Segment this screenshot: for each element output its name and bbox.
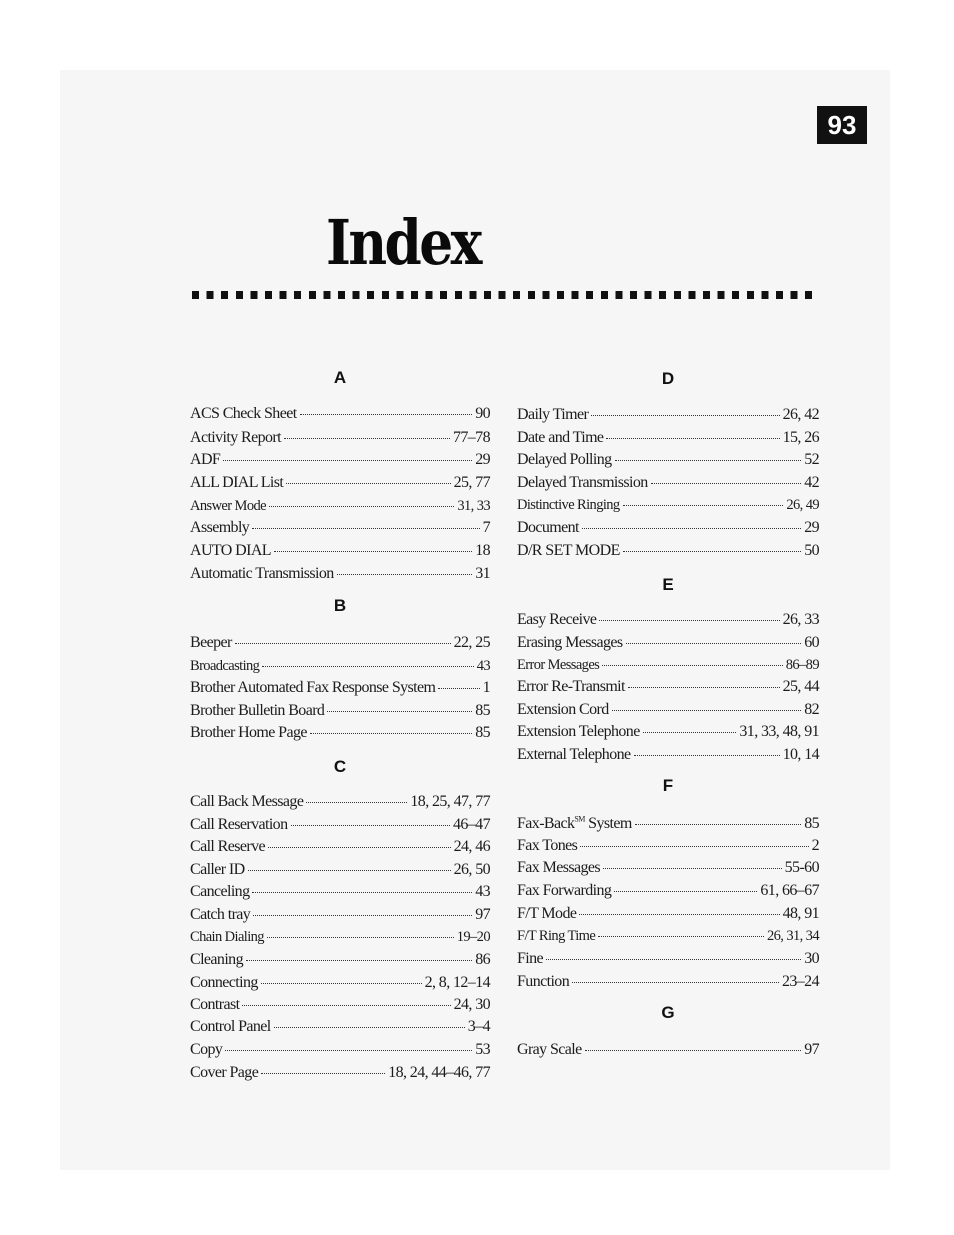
index-term-text: Error Re-Transmit bbox=[517, 678, 625, 695]
page-references: 26, 31, 34 bbox=[766, 928, 819, 944]
index-term bbox=[517, 948, 543, 970]
section-letter-d: D bbox=[661, 369, 675, 388]
dot-leader bbox=[291, 825, 450, 826]
index-term-text: ADF bbox=[190, 451, 221, 468]
index-term-text: Daily Timer bbox=[517, 406, 589, 423]
page-references: 23–24 bbox=[781, 973, 819, 990]
index-entry bbox=[190, 791, 490, 813]
index-term bbox=[517, 517, 579, 539]
index-entry bbox=[517, 427, 819, 449]
index-entry bbox=[517, 404, 819, 426]
dot-leader bbox=[602, 665, 783, 666]
index-entry bbox=[190, 1039, 490, 1061]
page-references: 85 bbox=[804, 815, 819, 832]
dot-leader bbox=[623, 505, 784, 506]
section-letter-c: C bbox=[333, 757, 347, 776]
index-term bbox=[517, 632, 623, 654]
dot-leader bbox=[572, 982, 779, 983]
index-term bbox=[190, 449, 220, 471]
dot-leader bbox=[225, 1050, 472, 1051]
index-term bbox=[517, 880, 611, 902]
index-term bbox=[190, 700, 324, 722]
page-references: 26, 33 bbox=[782, 611, 819, 628]
index-term-text: Function bbox=[517, 973, 570, 990]
index-term-text: Fax Tones bbox=[517, 837, 578, 854]
page-references: 31 bbox=[475, 565, 490, 582]
dot-leader bbox=[603, 868, 782, 869]
index-term-text: Broadcasting bbox=[190, 658, 260, 674]
dot-leader bbox=[614, 891, 757, 892]
index-entry bbox=[517, 835, 819, 857]
index-term bbox=[517, 609, 596, 631]
page-references: 50 bbox=[804, 542, 819, 559]
dot-leader bbox=[327, 711, 472, 712]
index-term-text: Copy bbox=[190, 1041, 223, 1058]
page-references: 77–78 bbox=[452, 429, 490, 446]
dot-leader bbox=[606, 438, 779, 439]
page-references: 31, 33 bbox=[457, 498, 490, 514]
index-entry bbox=[517, 494, 819, 516]
page-references: 48, 91 bbox=[782, 905, 819, 922]
index-term bbox=[517, 494, 620, 516]
index-term bbox=[517, 427, 603, 449]
index-term bbox=[190, 859, 245, 881]
page-references: 19–20 bbox=[456, 929, 490, 945]
page-references: 43 bbox=[476, 658, 490, 674]
index-entry bbox=[517, 517, 819, 539]
index-entry bbox=[517, 721, 819, 743]
index-term-text: Fine bbox=[517, 950, 544, 967]
index-entry bbox=[190, 563, 490, 585]
index-entry bbox=[190, 472, 490, 494]
index-term-text: Activity Report bbox=[190, 429, 281, 446]
index-term bbox=[517, 903, 576, 925]
index-term bbox=[517, 404, 588, 426]
index-entry bbox=[517, 472, 819, 494]
index-term bbox=[517, 472, 648, 494]
index-entry bbox=[190, 427, 490, 449]
index-term bbox=[190, 814, 288, 836]
dot-leader bbox=[612, 710, 802, 711]
dot-leader bbox=[242, 1005, 450, 1006]
index-term bbox=[190, 472, 283, 494]
index-term-text: Caller ID bbox=[190, 861, 245, 878]
page-references: 86 bbox=[475, 951, 490, 968]
index-entry bbox=[190, 836, 490, 858]
dot-leader bbox=[252, 528, 479, 529]
page-references: 26, 49 bbox=[786, 497, 819, 513]
index-entry bbox=[190, 449, 490, 471]
page-references: 24, 30 bbox=[453, 996, 490, 1013]
index-entry bbox=[190, 495, 490, 517]
index-term bbox=[190, 904, 250, 926]
index-term-text: Extension Telephone bbox=[517, 723, 640, 740]
page-number-badge: 93 bbox=[817, 106, 867, 144]
page-references: 52 bbox=[804, 451, 819, 468]
index-term-text: AUTO DIAL bbox=[190, 542, 271, 559]
index-term-text: ACS Check Sheet bbox=[190, 405, 297, 422]
index-term bbox=[517, 971, 569, 993]
index-term bbox=[190, 403, 297, 425]
index-term bbox=[190, 495, 266, 517]
index-entry bbox=[517, 880, 819, 902]
index-entry bbox=[190, 972, 490, 994]
index-term bbox=[190, 926, 264, 948]
index-entry bbox=[517, 540, 819, 562]
page-references: 1 bbox=[482, 679, 490, 696]
page-references: 30 bbox=[804, 950, 819, 967]
index-term bbox=[517, 813, 632, 835]
section-letter-f: F bbox=[662, 776, 674, 795]
index-term bbox=[190, 1062, 258, 1084]
index-term-text: Distinctive Ringing bbox=[517, 497, 620, 513]
dot-leader bbox=[623, 551, 801, 552]
index-term-text: D/R SET MODE bbox=[517, 542, 620, 559]
page-references: 18, 24, 44–46, 77 bbox=[388, 1064, 490, 1081]
index-term-text: Canceling bbox=[190, 883, 250, 900]
index-term bbox=[190, 722, 307, 744]
dot-leader bbox=[286, 483, 450, 484]
dot-leader bbox=[284, 438, 450, 439]
page-references: 24, 46 bbox=[453, 838, 490, 855]
index-term-text: Gray Scale bbox=[517, 1041, 582, 1058]
index-term-text: Assembly bbox=[190, 519, 250, 536]
dot-leader bbox=[582, 528, 801, 529]
page-references: 22, 25 bbox=[453, 634, 490, 651]
page-references: 26, 50 bbox=[453, 861, 490, 878]
dot-leader bbox=[252, 892, 472, 893]
page-references: 42 bbox=[804, 474, 819, 491]
page-references: 55-60 bbox=[784, 859, 819, 876]
index-term-text: Delayed Polling bbox=[517, 451, 612, 468]
index-term-text: Cleaning bbox=[190, 951, 243, 968]
dot-leader bbox=[246, 960, 472, 961]
index-term-text: Brother Bulletin Board bbox=[190, 702, 325, 719]
page-references: 2, 8, 12–14 bbox=[424, 974, 490, 991]
index-term-text: Document bbox=[517, 519, 579, 536]
index-term bbox=[517, 721, 640, 743]
page-references: 25, 44 bbox=[782, 678, 819, 695]
page-references: 15, 26 bbox=[782, 429, 819, 446]
index-entry bbox=[190, 949, 490, 971]
dot-leader bbox=[598, 936, 764, 937]
page-references: 3–4 bbox=[467, 1018, 490, 1035]
page-references: 86–89 bbox=[785, 657, 819, 673]
index-term-text: Beeper bbox=[190, 634, 232, 651]
page-references: 2 bbox=[811, 837, 819, 854]
page-references: 97 bbox=[475, 906, 490, 923]
page-references: 7 bbox=[482, 519, 490, 536]
index-entry bbox=[517, 1039, 819, 1061]
index-term bbox=[190, 836, 265, 858]
index-term-text: F/T Ring Time bbox=[517, 928, 596, 944]
page-references: 18 bbox=[475, 542, 490, 559]
index-entry bbox=[190, 722, 490, 744]
index-entry bbox=[190, 926, 490, 948]
dot-leader bbox=[635, 824, 801, 825]
section-letter-a: A bbox=[333, 368, 347, 387]
index-term bbox=[190, 427, 281, 449]
index-term-text: Cover Page bbox=[190, 1064, 259, 1081]
index-term bbox=[190, 972, 258, 994]
index-entry bbox=[190, 904, 490, 926]
index-term-text: F/T Mode bbox=[517, 905, 577, 922]
index-term-text: Fax Forwarding bbox=[517, 882, 612, 899]
dot-leader bbox=[591, 415, 779, 416]
index-entry bbox=[190, 814, 490, 836]
index-term bbox=[190, 655, 259, 677]
section-letter-b: B bbox=[333, 596, 347, 615]
index-entry bbox=[517, 813, 819, 835]
index-entry bbox=[190, 517, 490, 539]
page-references: 60 bbox=[804, 634, 819, 651]
section-letter-g: G bbox=[661, 1003, 675, 1022]
index-term-text: External Telephone bbox=[517, 746, 631, 763]
page-references: 61, 66–67 bbox=[760, 882, 819, 899]
index-term bbox=[517, 699, 609, 721]
index-entry bbox=[190, 859, 490, 881]
index-term-text: Erasing Messages bbox=[517, 634, 623, 651]
dot-leader bbox=[651, 483, 802, 484]
index-term-text: Automatic Transmission bbox=[190, 565, 334, 582]
index-entry bbox=[517, 744, 819, 766]
page-references: 85 bbox=[475, 724, 490, 741]
page-references: 10, 14 bbox=[782, 746, 819, 763]
index-entry bbox=[517, 676, 819, 698]
dot-leader bbox=[626, 643, 802, 644]
page-references: 53 bbox=[475, 1041, 490, 1058]
index-term-text: Error Messages bbox=[517, 657, 600, 673]
index-term bbox=[517, 925, 595, 947]
dot-leader bbox=[546, 959, 801, 960]
dot-leader bbox=[643, 732, 737, 733]
index-entry bbox=[190, 540, 490, 562]
index-entry bbox=[517, 654, 819, 676]
dot-leader bbox=[274, 551, 472, 552]
dot-leader bbox=[337, 574, 472, 575]
dot-leader bbox=[579, 914, 779, 915]
page-references: 29 bbox=[804, 519, 819, 536]
index-term bbox=[517, 676, 625, 698]
index-term bbox=[190, 994, 239, 1016]
page-references: 90 bbox=[475, 405, 490, 422]
dot-leader bbox=[261, 1073, 385, 1074]
dot-leader bbox=[599, 620, 779, 621]
title-dotted-rule bbox=[192, 291, 820, 299]
index-term-text: Call Reservation bbox=[190, 816, 288, 833]
index-entry bbox=[517, 857, 819, 879]
dot-leader bbox=[268, 847, 451, 848]
index-term-text: Catch tray bbox=[190, 906, 251, 923]
dot-leader bbox=[274, 1027, 465, 1028]
index-term bbox=[517, 449, 612, 471]
index-term bbox=[190, 677, 435, 699]
index-entry bbox=[517, 948, 819, 970]
page-references: 85 bbox=[475, 702, 490, 719]
page-references: 26, 42 bbox=[782, 406, 819, 423]
page-references: 18, 25, 47, 77 bbox=[410, 793, 490, 810]
page-references: 25, 77 bbox=[453, 474, 490, 491]
index-entry bbox=[190, 632, 490, 654]
index-term bbox=[517, 835, 577, 857]
dot-leader bbox=[628, 687, 780, 688]
index-entry bbox=[190, 1016, 490, 1038]
page-title: Index bbox=[326, 206, 480, 279]
index-entry bbox=[517, 699, 819, 721]
index-term bbox=[190, 1039, 222, 1061]
index-term bbox=[517, 744, 631, 766]
index-term-text: Delayed Transmission bbox=[517, 474, 648, 491]
index-entry bbox=[517, 903, 819, 925]
index-term-text: ALL DIAL List bbox=[190, 474, 284, 491]
dot-leader bbox=[438, 688, 479, 689]
index-entry bbox=[517, 925, 819, 947]
index-term-text: Fax Messages bbox=[517, 859, 601, 876]
index-term-suffix: System bbox=[584, 815, 632, 832]
dot-leader bbox=[615, 460, 802, 461]
index-term bbox=[517, 857, 600, 879]
index-term-text: Fax-Back bbox=[517, 815, 575, 832]
page-references: 31, 33, 48, 91 bbox=[739, 723, 819, 740]
page-references: 97 bbox=[804, 1041, 819, 1058]
index-term-text: Chain Dialing bbox=[190, 929, 264, 945]
index-term-text: Call Reserve bbox=[190, 838, 265, 855]
index-term bbox=[190, 881, 249, 903]
index-entry bbox=[190, 1062, 490, 1084]
dot-leader bbox=[235, 643, 451, 644]
index-term-text: Contrast bbox=[190, 996, 240, 1013]
index-entry bbox=[190, 994, 490, 1016]
index-entry bbox=[190, 881, 490, 903]
index-entry bbox=[190, 655, 490, 677]
dot-leader bbox=[585, 1050, 802, 1051]
index-term-text: Connecting bbox=[190, 974, 258, 991]
index-term bbox=[517, 654, 599, 676]
index-term-text: Brother Home Page bbox=[190, 724, 307, 741]
dot-leader bbox=[253, 915, 472, 916]
dot-leader bbox=[634, 755, 780, 756]
dot-leader bbox=[248, 870, 451, 871]
index-term bbox=[190, 791, 303, 813]
page-references: 46–47 bbox=[452, 816, 490, 833]
dot-leader bbox=[269, 506, 454, 507]
dot-leader bbox=[306, 802, 407, 803]
index-term bbox=[517, 1039, 582, 1061]
index-term bbox=[190, 517, 249, 539]
index-term bbox=[190, 1016, 271, 1038]
index-term bbox=[190, 632, 232, 654]
index-term bbox=[190, 563, 334, 585]
index-entry bbox=[190, 700, 490, 722]
dot-leader bbox=[223, 460, 472, 461]
page-references: 43 bbox=[475, 883, 490, 900]
dot-leader bbox=[300, 414, 473, 415]
index-term bbox=[190, 540, 271, 562]
section-letter-e: E bbox=[662, 575, 674, 594]
dot-leader bbox=[262, 666, 473, 667]
index-term bbox=[190, 949, 243, 971]
index-term-text: Extension Cord bbox=[517, 701, 609, 718]
index-entry bbox=[190, 403, 490, 425]
service-mark-superscript: SM bbox=[574, 814, 585, 824]
index-entry bbox=[190, 677, 490, 699]
dot-leader bbox=[310, 733, 472, 734]
index-term-text: Date and Time bbox=[517, 429, 604, 446]
index-entry bbox=[517, 449, 819, 471]
index-term-text: Easy Receive bbox=[517, 611, 597, 628]
index-term-text: Control Panel bbox=[190, 1018, 271, 1035]
index-term-text: Brother Automated Fax Response System bbox=[190, 679, 436, 696]
page-references: 29 bbox=[475, 451, 490, 468]
index-term bbox=[517, 540, 620, 562]
index-term-text: Answer Mode bbox=[190, 498, 266, 514]
index-term-text: Call Back Message bbox=[190, 793, 304, 810]
index-entry bbox=[517, 609, 819, 631]
index-entry bbox=[517, 632, 819, 654]
page-references: 82 bbox=[804, 701, 819, 718]
index-entry bbox=[517, 971, 819, 993]
dot-leader bbox=[580, 846, 808, 847]
dot-leader bbox=[261, 983, 422, 984]
dot-leader bbox=[267, 937, 454, 938]
